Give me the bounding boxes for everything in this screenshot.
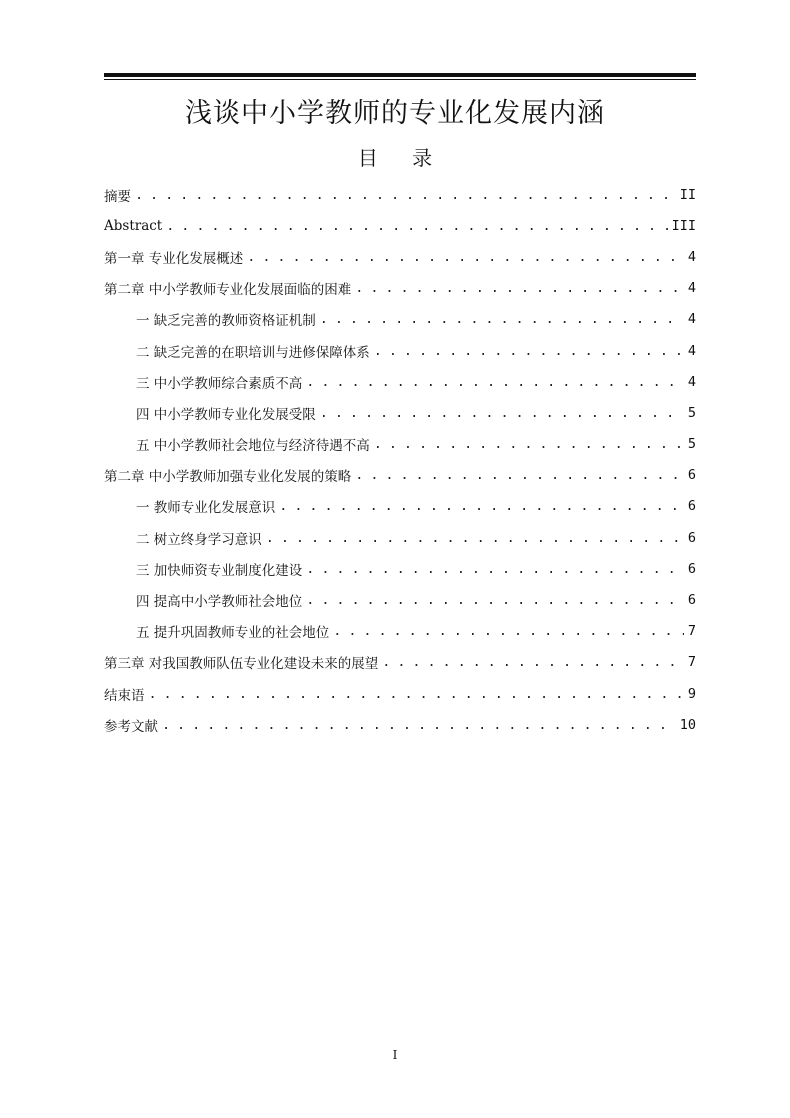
toc-entry-page: II — [679, 186, 696, 203]
toc-dot-leader — [355, 280, 684, 296]
toc-entry[interactable] — [104, 647, 696, 678]
toc-entry[interactable] — [104, 584, 696, 615]
toc-dot-leader — [333, 623, 684, 639]
toc-entry-label: 第二章 中小学教师加强专业化发展的策略 — [104, 469, 352, 486]
toc-entry-label: 四 提高中小学教师社会地位 — [136, 594, 303, 611]
toc-entry[interactable] — [104, 460, 696, 491]
toc-entry-label: 二 缺乏完善的在职培训与进修保障体系 — [136, 344, 370, 361]
toc-entry[interactable] — [104, 678, 696, 709]
toc-entry-label: 二 树立终身学习意识 — [136, 531, 262, 548]
toc-entry-page: 7 — [687, 623, 696, 640]
toc-entry[interactable] — [104, 522, 696, 553]
toc-entry[interactable] — [104, 366, 696, 397]
toc-entry-page: 6 — [687, 498, 696, 515]
toc-entry-page: 10 — [679, 716, 696, 733]
toc-entry[interactable] — [104, 273, 696, 304]
toc-entry[interactable] — [104, 335, 696, 366]
toc-dot-leader — [320, 405, 684, 421]
toc-entry-label: 第三章 对我国教师队伍专业化建设未来的展望 — [104, 656, 379, 673]
toc-dot-leader — [149, 686, 684, 702]
toc-entry-page: 7 — [687, 654, 696, 671]
toc-entry-page: 4 — [687, 373, 696, 390]
toc-entry-page: 6 — [687, 592, 696, 609]
toc-entry-label: 三 加快师资专业制度化建设 — [136, 562, 303, 579]
toc-entry[interactable] — [104, 429, 696, 460]
toc-dot-leader — [355, 467, 684, 483]
toc-dot-leader — [374, 343, 684, 359]
toc-entry-label: 摘要 — [104, 188, 131, 205]
toc-entry-label: 五 中小学教师社会地位与经济待遇不高 — [136, 438, 370, 455]
toc-entry-label: 第二章 中小学教师专业化发展面临的困难 — [104, 282, 352, 299]
toc-entry-page: 6 — [687, 467, 696, 484]
toc-entry[interactable] — [104, 241, 696, 272]
toc-entry[interactable] — [104, 709, 696, 740]
toc-dot-leader — [320, 311, 684, 327]
toc-dot-leader — [166, 218, 667, 234]
toc-entry-label: Abstract — [104, 217, 163, 234]
toc-entry-label: 一 教师专业化发展意识 — [136, 500, 276, 517]
toc-entry-label: 参考文献 — [104, 718, 158, 735]
toc-entry-page: 5 — [687, 404, 696, 421]
document-title: 浅谈中小学教师的专业化发展内涵 — [185, 98, 605, 129]
toc-entry[interactable] — [104, 397, 696, 428]
toc-heading: 目 录 — [357, 146, 447, 170]
toc-entry[interactable] — [104, 179, 696, 210]
toc-dot-leader — [306, 374, 684, 390]
toc-entry-page: 6 — [687, 529, 696, 546]
toc-entry-page: 4 — [687, 248, 696, 265]
toc-entry-page: III — [671, 217, 696, 234]
toc-dot-leader — [382, 654, 684, 670]
toc-dot-leader — [279, 498, 684, 514]
header-rule-thick — [104, 73, 696, 77]
header-rule-thin — [104, 79, 696, 80]
toc-dot-leader — [306, 592, 684, 608]
toc-entry[interactable] — [104, 491, 696, 522]
toc-dot-leader — [306, 561, 684, 577]
toc-entry-label: 四 中小学教师专业化发展受限 — [136, 406, 316, 423]
toc-entry-label: 一 缺乏完善的教师资格证机制 — [136, 313, 316, 330]
toc-entry[interactable] — [104, 616, 696, 647]
toc-entry-page: 4 — [687, 280, 696, 297]
toc-entry-label: 三 中小学教师综合素质不高 — [136, 375, 303, 392]
toc-dot-leader — [266, 530, 684, 546]
toc-dot-leader — [247, 249, 684, 265]
toc-entry-page: 4 — [687, 311, 696, 328]
toc-dot-leader — [162, 717, 676, 733]
toc-entry-page: 4 — [687, 342, 696, 359]
toc-dot-leader — [135, 187, 676, 203]
toc-entry-page: 6 — [687, 560, 696, 577]
toc-entry[interactable] — [104, 210, 696, 241]
toc-entry-label: 五 提升巩固教师专业的社会地位 — [136, 625, 330, 642]
toc-dot-leader — [374, 436, 684, 452]
table-of-contents — [104, 179, 696, 740]
toc-entry-label: 结束语 — [104, 687, 145, 704]
toc-entry-page: 5 — [687, 436, 696, 453]
toc-entry[interactable] — [104, 304, 696, 335]
toc-entry-label: 第一章 专业化发展概述 — [104, 250, 244, 267]
page-number: I — [392, 1048, 398, 1062]
toc-entry[interactable] — [104, 553, 696, 584]
toc-entry-page: 9 — [687, 685, 696, 702]
